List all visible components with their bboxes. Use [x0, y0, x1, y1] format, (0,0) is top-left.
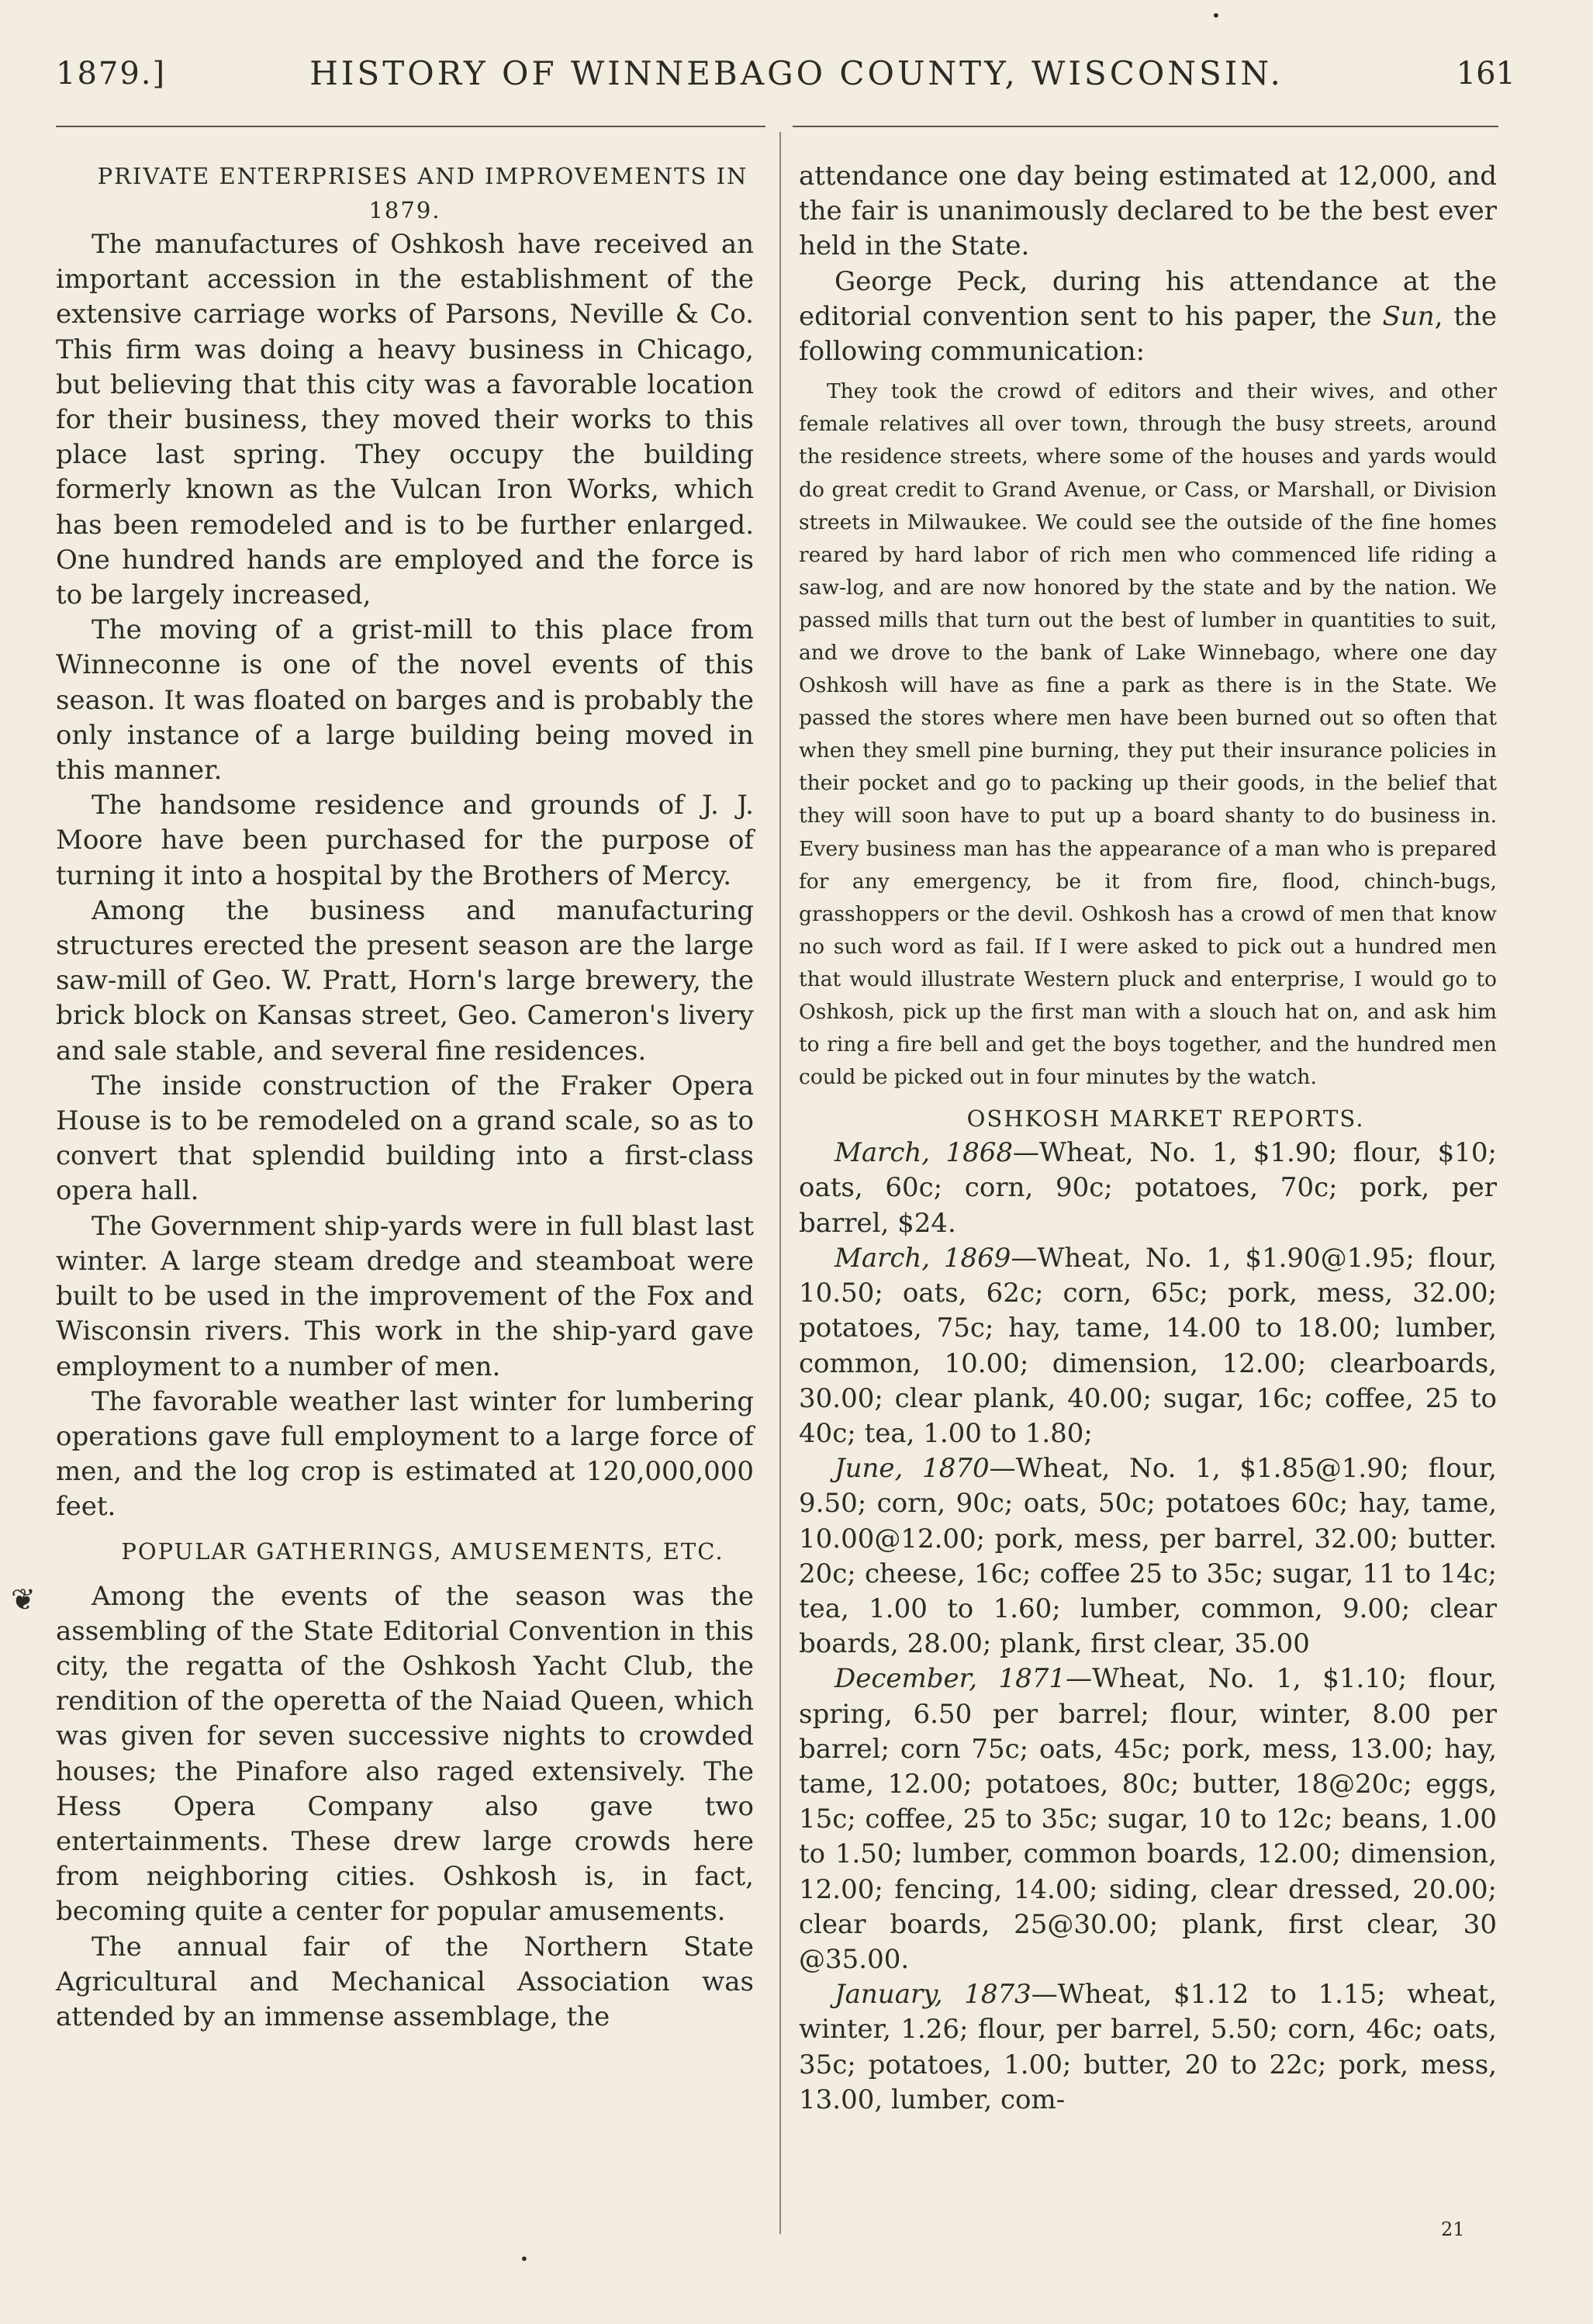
- header-title: HISTORY OF WINNEBAGO COUNTY, WISCONSIN.: [309, 54, 1284, 92]
- paragraph-peck: [799, 265, 1497, 370]
- report-date: January, 1873: [835, 1979, 1031, 2011]
- speck-icon: •: [520, 2250, 529, 2268]
- column-divider: [779, 132, 781, 2234]
- report-text: —Wheat, No. 1, $1.10; flour, spring, 6.50 per barrel; flour, winter, 8.00 per barrel; corn 75c; oats, 45c; pork, mess, 13.00; hay, tame, 12.00; potatoes, 80c; butter, 18@20c; eggs, 15c; coffee, 25 to 35c; sugar, 10 to 12c; beans, 1.00 to 1.50; lumber, common boards, 12.00; dimension, 12.00; fencing, 14.00; siding, clear dressed, 20.00; clear boards, 25@30.00; plank, first clear, 30 @35.00.: [799, 1663, 1497, 1975]
- section-heading-gatherings: POPULAR GATHERINGS, AMUSEMENTS, ETC.: [121, 1537, 724, 1565]
- page-number: 161: [1456, 56, 1515, 92]
- paragraph: The moving of a grist-mill to this place from Winneconne is one of the novel events of this season. It was floated on barges and is probably the only instance of a large building being moved in this manner.: [56, 614, 754, 787]
- paragraph: The handsome residence and grounds of J. J. Moore have been purchased for the purpose of turning it into a hospital by the Brothers of Mercy.: [56, 790, 754, 891]
- report-text: —Wheat, No. 1, $1.90@1.95; flour, 10.50; oats, 62c; corn, 65c; pork, mess, 32.00; potatoes, 75c; hay, tame, 14.00 to 18.00; lumber, common, 10.00; dimension, 12.00; clearboards, 30.00; clear plank, 40.00; sugar, 16c; coffee, 25 to 40c; tea, 1.00 to 1.80;: [799, 1242, 1498, 1449]
- right-column: [799, 159, 1497, 2118]
- paragraph: The Government ship-yards were in full blast last winter. A large steam dredge and steamboat were built to be used in the improvement of the Fox and Wisconsin rivers. This work in the ship-yard gave employment to a number of men.: [56, 1210, 754, 1382]
- market-report: [799, 1977, 1497, 2118]
- section-heading-enterprises: PRIVATE ENTERPRISES AND IMPROVEMENTS IN 1879.: [97, 163, 748, 223]
- speck-icon: •: [1211, 6, 1221, 25]
- section-heading-market: OSHKOSH MARKET REPORTS.: [966, 1105, 1365, 1133]
- header-rule-left: [56, 126, 765, 127]
- market-report: [799, 1241, 1497, 1451]
- paragraph: The inside construction of the Fraker Opera House is to be remodeled on a grand scale, so as to convert that splendid building into a first-class opera hall.: [56, 1070, 754, 1207]
- paragraph-continued: attendance one day being estimated at 12,000, and the fair is unanimously declared to be the best ever held in the State.: [799, 161, 1497, 262]
- printers-ornament-icon: ❦: [11, 1582, 36, 1617]
- page-header: [0, 0, 1593, 101]
- market-report: [799, 1451, 1497, 1662]
- report-text: —Wheat, No. 1, $1.90; flour, $10; oats, 60c; corn, 90c; potatoes, 70c; pork, per barrel, $24.: [799, 1137, 1498, 1239]
- peck-text-pre: George Peck, during his attendance at the editorial convention sent to his paper, the: [799, 265, 1497, 332]
- block-quote: They took the crowd of editors and their wives, and other female relatives all over town, through the busy streets, around the residence streets, where some of the houses and yards would do great credit to Grand Avenue, or Cass, or Marshall, or Division streets in Milwaukee. We could see the outside of the fine homes reared by hard labor of rich men who commenced life riding a saw-log, and are now honored by the state and by the nation. We passed mills that turn out the best of lumber in quantities to suit, and we drove to the bank of Lake Winnebago, where one day Oshkosh will have as fine a park as there is in the State. We passed the stores where men have been burned out so often that when they smell pine burning, they put their insurance policies in their pocket and go to packing up their goods, in the belief that they will soon have to put up a board shanty to do business in. Every business man has the appearance of a man who is prepared for any emergency, be it from fire, flood, chinch-bugs, grasshoppers or the devil. Oshkosh has a crowd of men that know no such word as fail. If I were asked to pick out a hundred men that would illustrate Western pluck and enterprise, I would go to Oshkosh, pick up the first man with a slouch hat on, and ask him to ring a fire bell and get the boys together, and the hundred men could be picked out in four minutes by the watch.: [799, 379, 1497, 1090]
- report-date: March, 1869: [835, 1242, 1011, 1274]
- paragraph: The favorable weather last winter for lumbering operations gave full employment to a large force of men, and the log crop is estimated at 120,000,000 feet.: [56, 1385, 754, 1523]
- report-date: March, 1868: [835, 1137, 1013, 1169]
- report-text: —Wheat, No. 1, $1.85@1.90; flour, 9.50; corn, 90c; oats, 50c; potatoes 60c; hay, tame, 10.00@12.00; pork, mess, per barrel, 32.00; butter. 20c; cheese, 16c; coffee 25 to 35c; sugar, 11 to 14c; tea, 1.00 to 1.60; lumber, common, 9.00; clear boards, 28.00; plank, first clear, 35.00: [799, 1453, 1497, 1660]
- paragraph: Among the business and manufacturing structures erected the present season are the large saw-mill of Geo. W. Pratt, Horn's large brewery, the brick block on Kansas street, Geo. Cameron's livery and sale stable, and several fine residences.: [56, 894, 754, 1067]
- header-rule-right: [793, 126, 1498, 127]
- header-year: 1879.]: [56, 56, 167, 92]
- paragraph: The annual fair of the Northern State Agricultural and Mechanical Association was attended by an immense assemblage, the: [56, 1931, 754, 2032]
- market-report: [799, 1136, 1497, 1241]
- report-date: June, 1870: [835, 1453, 990, 1485]
- peck-text-post: , the following communication:: [799, 300, 1497, 368]
- newspaper-name: Sun: [1382, 300, 1435, 332]
- market-report: [799, 1662, 1497, 1977]
- paragraph: Among the events of the season was the assembling of the State Editorial Convention in this city, the regatta of the Oshkosh Yacht Club, the rendition of the operetta of the Naiad Queen, which was given for seven successive nights to crowded houses; the Pinafore also raged extensively. The Hess Opera Company also gave two entertainments. These drew large crowds here from neighboring cities. Oshkosh is, in fact, becoming quite a center for popular amusements.: [56, 1580, 754, 1928]
- report-date: December, 1871: [835, 1663, 1066, 1695]
- signature-mark: 21: [1441, 2219, 1465, 2240]
- left-column: [56, 159, 754, 2035]
- report-text: —Wheat, $1.12 to 1.15; wheat, winter, 1.26; flour, per barrel, 5.50; corn, 46c; oats, 35c; potatoes, 1.00; butter, 20 to 22c; pork, mess, 13.00, lumber, com-: [799, 1979, 1497, 2115]
- paragraph: The manufactures of Oshkosh have received an important accession in the establishment of the extensive carriage works of Parsons, Neville & Co. This firm was doing a heavy business in Chicago, but believing that this city was a favorable location for their business, they moved their works to this place last spring. They occupy the building formerly known as the Vulcan Iron Works, which has been remodeled and is to be further enlarged. One hundred hands are employed and the force is to be largely increased,: [56, 229, 754, 611]
